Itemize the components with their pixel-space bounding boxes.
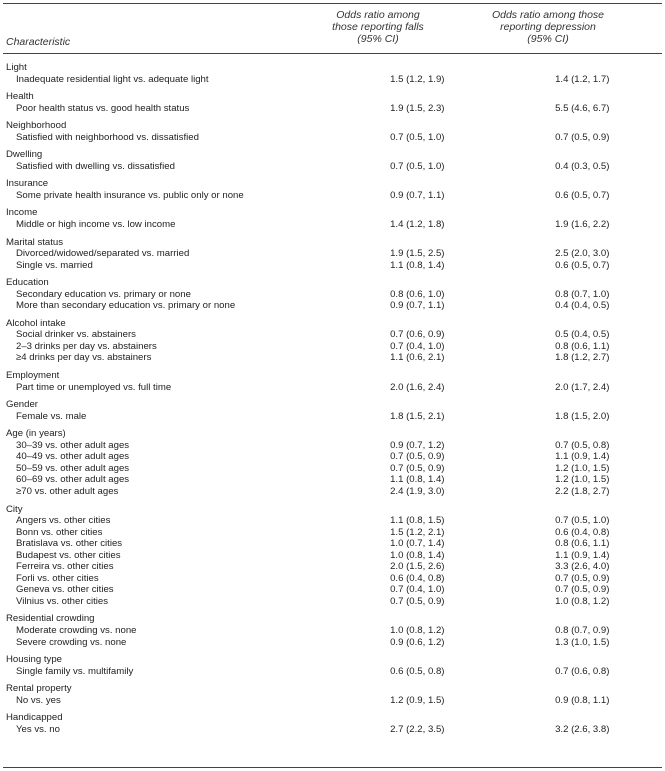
- depression-odds-ratio: 1.9 (1.6, 2.2): [555, 219, 610, 231]
- falls-odds-ratio: 1.0 (0.8, 1.2): [390, 624, 445, 636]
- row-label: Ferreira vs. other cities: [16, 561, 114, 573]
- category-row: [0, 91, 665, 103]
- table-row: [0, 161, 665, 173]
- falls-odds-ratio: 0.7 (0.6, 0.9): [390, 329, 445, 341]
- depression-odds-ratio: 0.8 (0.7, 1.0): [555, 288, 610, 300]
- category-row: [0, 712, 665, 724]
- depression-odds-ratio: 2.2 (1.8, 2.7): [555, 485, 610, 497]
- table-row: [0, 74, 665, 86]
- row-label: Bonn vs. other cities: [16, 526, 103, 538]
- depression-odds-ratio: 0.6 (0.4, 0.8): [555, 526, 610, 538]
- table-row: [0, 463, 665, 475]
- table-row: [0, 329, 665, 341]
- falls-odds-ratio: 1.1 (0.6, 2.1): [390, 352, 445, 364]
- depression-odds-ratio: 1.8 (1.5, 2.0): [555, 410, 610, 422]
- falls-odds-ratio: 0.7 (0.5, 0.9): [390, 451, 445, 463]
- category-label: Dwelling: [6, 149, 43, 161]
- depression-odds-ratio: 0.4 (0.4, 0.5): [555, 300, 610, 312]
- falls-odds-ratio: 0.7 (0.5, 0.9): [390, 595, 445, 607]
- falls-odds-ratio: 1.5 (1.2, 2.1): [390, 526, 445, 538]
- falls-odds-ratio: 0.7 (0.4, 1.0): [390, 340, 445, 352]
- falls-odds-ratio: 1.1 (0.8, 1.4): [390, 474, 445, 486]
- table-row: [0, 538, 665, 550]
- category-row: [0, 504, 665, 516]
- category-row: [0, 613, 665, 625]
- table-row: [0, 300, 665, 312]
- depression-odds-ratio: 3.2 (2.6, 3.8): [555, 723, 610, 735]
- depression-odds-ratio: 0.7 (0.6, 0.8): [555, 665, 610, 677]
- table-row: [0, 561, 665, 573]
- category-row: [0, 683, 665, 695]
- row-label: Part time or unemployed vs. full time: [16, 381, 172, 393]
- category-row: [0, 120, 665, 132]
- table-row: [0, 132, 665, 144]
- category-label: Insurance: [6, 178, 49, 190]
- falls-odds-ratio: 1.8 (1.5, 2.1): [390, 410, 445, 422]
- category-label: Rental property: [6, 683, 72, 695]
- row-label: Forli vs. other cities: [16, 572, 99, 584]
- category-label: City: [6, 503, 23, 515]
- depression-odds-ratio: 0.7 (0.5, 0.9): [555, 572, 610, 584]
- header-depression: [443, 9, 653, 46]
- category-label: Marital status: [6, 236, 64, 248]
- table-row: [0, 352, 665, 364]
- category-label: Education: [6, 277, 49, 289]
- table-row: [0, 527, 665, 539]
- depression-odds-ratio: 1.1 (0.9, 1.4): [555, 549, 610, 561]
- category-row: [0, 207, 665, 219]
- depression-odds-ratio: 0.4 (0.3, 0.5): [555, 160, 610, 172]
- category-label: Gender: [6, 399, 38, 411]
- depression-odds-ratio: 0.8 (0.6, 1.1): [555, 340, 610, 352]
- row-label: Social drinker vs. abstainers: [16, 329, 136, 341]
- table-rows: [0, 62, 665, 735]
- table-row: [0, 695, 665, 707]
- row-label: 60–69 vs. other adult ages: [16, 474, 130, 486]
- falls-odds-ratio: 1.9 (1.5, 2.5): [390, 248, 445, 260]
- falls-odds-ratio: 0.9 (0.7, 1.2): [390, 439, 445, 451]
- table-row: [0, 103, 665, 115]
- table-row: [0, 382, 665, 394]
- falls-odds-ratio: 2.0 (1.5, 2.6): [390, 561, 445, 573]
- category-row: [0, 237, 665, 249]
- table-row: [0, 573, 665, 585]
- table-row: [0, 341, 665, 353]
- category-label: Health: [6, 91, 34, 103]
- falls-odds-ratio: 1.0 (0.7, 1.4): [390, 538, 445, 550]
- depression-odds-ratio: 0.6 (0.5, 0.7): [555, 259, 610, 271]
- depression-odds-ratio: 1.2 (1.0, 1.5): [555, 462, 610, 474]
- row-label: 30–39 vs. other adult ages: [16, 439, 130, 451]
- depression-odds-ratio: 1.1 (0.9, 1.4): [555, 451, 610, 463]
- category-label: Age (in years): [6, 428, 66, 440]
- depression-odds-ratio: 1.2 (1.0, 1.5): [555, 474, 610, 486]
- category-label: Light: [6, 62, 27, 73]
- table-row: [0, 451, 665, 463]
- depression-odds-ratio: 1.0 (0.8, 1.2): [555, 595, 610, 607]
- table-row: [0, 584, 665, 596]
- row-label: Severe crowding vs. none: [16, 636, 127, 648]
- table-row: [0, 289, 665, 301]
- table-row: [0, 260, 665, 272]
- category-label: Neighborhood: [6, 120, 67, 132]
- falls-odds-ratio: 0.6 (0.4, 0.8): [390, 572, 445, 584]
- falls-odds-ratio: 1.2 (0.9, 1.5): [390, 694, 445, 706]
- header-falls-line: those reporting falls: [332, 21, 424, 34]
- falls-odds-ratio: 0.9 (0.6, 1.2): [390, 636, 445, 648]
- category-label: Alcohol intake: [6, 317, 66, 329]
- falls-odds-ratio: 1.1 (0.8, 1.4): [390, 259, 445, 271]
- depression-odds-ratio: 1.4 (1.2, 1.7): [555, 73, 610, 85]
- falls-odds-ratio: 2.0 (1.6, 2.4): [390, 381, 445, 393]
- depression-odds-ratio: 0.7 (0.5, 0.8): [555, 439, 610, 451]
- row-label: Female vs. male: [16, 410, 87, 422]
- row-label: Poor health status vs. good health status: [16, 102, 190, 114]
- category-row: [0, 654, 665, 666]
- row-label: No vs. yes: [16, 694, 61, 706]
- falls-odds-ratio: 1.4 (1.2, 1.8): [390, 219, 445, 231]
- falls-odds-ratio: 0.7 (0.5, 1.0): [390, 131, 445, 143]
- category-row: [0, 370, 665, 382]
- depression-odds-ratio: 1.8 (1.2, 2.7): [555, 352, 610, 364]
- depression-odds-ratio: 5.5 (4.6, 6.7): [555, 102, 610, 114]
- header-falls-line: (95% CI): [357, 33, 399, 46]
- category-label: Handicapped: [6, 712, 63, 724]
- category-row: [0, 428, 665, 440]
- table-row: [0, 440, 665, 452]
- depression-odds-ratio: 0.8 (0.6, 1.1): [555, 538, 610, 550]
- falls-odds-ratio: 1.9 (1.5, 2.3): [390, 102, 445, 114]
- category-row: [0, 277, 665, 289]
- category-row: [0, 149, 665, 161]
- table-row: [0, 486, 665, 498]
- row-label: Angers vs. other cities: [16, 515, 111, 527]
- row-label: Satisfied with neighborhood vs. dissatisfied: [16, 131, 199, 143]
- row-label: Geneva vs. other cities: [16, 584, 114, 596]
- depression-odds-ratio: 0.7 (0.5, 0.9): [555, 584, 610, 596]
- header-depression-line: Odds ratio among those: [491, 9, 605, 21]
- depression-odds-ratio: 2.0 (1.7, 2.4): [555, 381, 610, 393]
- falls-odds-ratio: 0.9 (0.7, 1.1): [390, 189, 445, 201]
- table-row: [0, 596, 665, 608]
- depression-odds-ratio: 2.5 (2.0, 3.0): [555, 248, 610, 260]
- category-label: Housing type: [6, 654, 62, 666]
- falls-odds-ratio: 1.5 (1.2, 1.9): [390, 73, 445, 85]
- depression-odds-ratio: 0.8 (0.7, 0.9): [555, 624, 610, 636]
- row-label: Yes vs. no: [16, 723, 60, 735]
- category-row: [0, 399, 665, 411]
- row-label: Middle or high income vs. low income: [16, 219, 176, 231]
- row-label: Bratislava vs. other cities: [16, 538, 123, 550]
- table-row: [0, 724, 665, 736]
- category-row: [0, 178, 665, 190]
- row-label: Inadequate residential light vs. adequate light: [16, 73, 209, 85]
- falls-odds-ratio: 0.9 (0.7, 1.1): [390, 300, 445, 312]
- row-label: 2–3 drinks per day vs. abstainers: [16, 340, 157, 352]
- table-row: [0, 515, 665, 527]
- row-label: ≥70 vs. other adult ages: [16, 485, 119, 497]
- row-label: 40–49 vs. other adult ages: [16, 451, 130, 463]
- falls-odds-ratio: 2.7 (2.2, 3.5): [390, 723, 445, 735]
- row-label: ≥4 drinks per day vs. abstainers: [16, 352, 152, 364]
- depression-odds-ratio: 0.5 (0.4, 0.5): [555, 329, 610, 341]
- depression-odds-ratio: 0.6 (0.5, 0.7): [555, 189, 610, 201]
- table-row: [0, 637, 665, 649]
- row-label: Satisfied with dwelling vs. dissatisfied: [16, 160, 175, 172]
- falls-odds-ratio: 0.7 (0.5, 0.9): [390, 462, 445, 474]
- header-depression-line: (95% CI): [527, 33, 569, 46]
- row-label: Single vs. married: [16, 259, 93, 271]
- table-row: [0, 411, 665, 423]
- falls-odds-ratio: 0.8 (0.6, 1.0): [390, 288, 445, 300]
- row-label: Secondary education vs. primary or none: [16, 288, 191, 300]
- row-label: 50–59 vs. other adult ages: [16, 462, 130, 474]
- falls-odds-ratio: 0.6 (0.5, 0.8): [390, 665, 445, 677]
- table-row: [0, 666, 665, 678]
- header-rule: [3, 53, 662, 54]
- depression-odds-ratio: 0.7 (0.5, 0.9): [555, 131, 610, 143]
- table-row: [0, 625, 665, 637]
- table-row: [0, 190, 665, 202]
- category-row: [0, 318, 665, 330]
- depression-odds-ratio: 0.9 (0.8, 1.1): [555, 694, 610, 706]
- depression-odds-ratio: 1.3 (1.0, 1.5): [555, 636, 610, 648]
- row-label: Moderate crowding vs. none: [16, 624, 137, 636]
- falls-odds-ratio: 2.4 (1.9, 3.0): [390, 485, 445, 497]
- header-falls-line: Odds ratio among: [336, 9, 420, 21]
- falls-odds-ratio: 1.0 (0.8, 1.4): [390, 549, 445, 561]
- table-body: [0, 62, 665, 735]
- header-characteristic: Characteristic: [6, 36, 71, 48]
- category-label: Employment: [6, 370, 60, 382]
- falls-odds-ratio: 0.7 (0.4, 1.0): [390, 584, 445, 596]
- falls-odds-ratio: 1.1 (0.8, 1.5): [390, 515, 445, 527]
- category-row: [0, 62, 665, 74]
- category-label: Residential crowding: [6, 613, 95, 625]
- table-bottom-rule: [3, 767, 662, 768]
- table-row: [0, 248, 665, 260]
- depression-odds-ratio: 3.3 (2.6, 4.0): [555, 561, 610, 573]
- header-depression-line: reporting depression: [500, 21, 596, 34]
- row-label: More than secondary education vs. primary or none: [16, 300, 236, 312]
- row-label: Budapest vs. other cities: [16, 549, 121, 561]
- table-row: [0, 550, 665, 562]
- depression-odds-ratio: 0.7 (0.5, 1.0): [555, 515, 610, 527]
- table-top-rule: [3, 3, 662, 4]
- falls-odds-ratio: 0.7 (0.5, 1.0): [390, 160, 445, 172]
- table-row: [0, 474, 665, 486]
- table-row: [0, 219, 665, 231]
- row-label: Single family vs. multifamily: [16, 665, 134, 677]
- row-label: Vilnius vs. other cities: [16, 595, 109, 607]
- category-label: Income: [6, 207, 38, 219]
- row-label: Some private health insurance vs. public only or none: [16, 189, 244, 201]
- row-label: Divorced/widowed/separated vs. married: [16, 248, 190, 260]
